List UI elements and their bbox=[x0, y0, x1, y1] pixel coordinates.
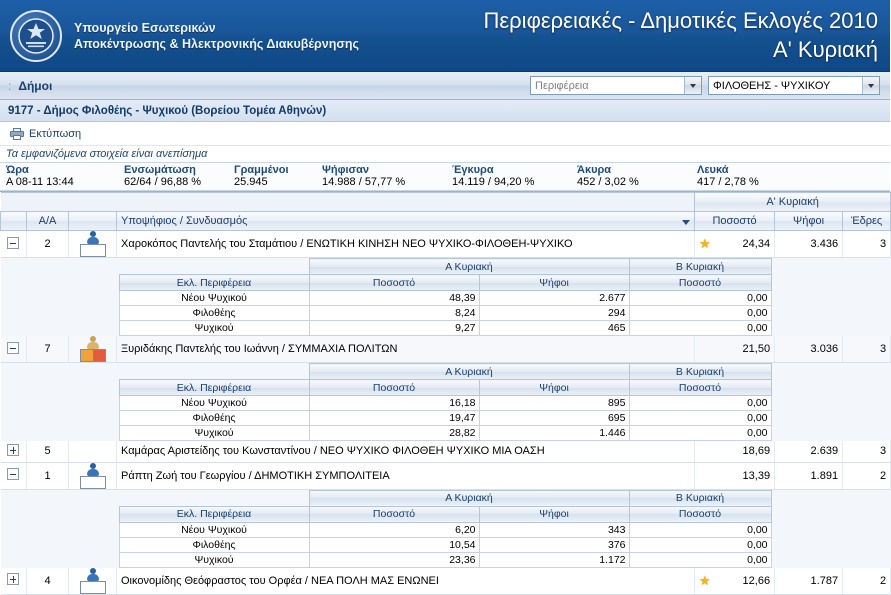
detail-psifoi-a: 895 bbox=[479, 396, 629, 411]
detail-pososto-a: 23,36 bbox=[309, 552, 479, 567]
detail-header-psifoi-a: Ψήφοι bbox=[479, 275, 629, 291]
expand-toggle[interactable] bbox=[7, 444, 19, 456]
ministry-line-2: Αποκέντρωσης & Ηλεκτρονικής Διακυβέρνησης bbox=[74, 36, 359, 52]
detail-header-sunday-b: Β Κυριακή bbox=[629, 490, 771, 506]
detail-header-row bbox=[119, 506, 771, 522]
detail-pososto-a: 28,82 bbox=[309, 426, 479, 441]
detail-header-sunday-a: Α Κυριακή bbox=[309, 490, 629, 506]
perifereia-select-value: Περιφέρεια bbox=[535, 80, 589, 92]
grid-header-aa[interactable]: Α/Α bbox=[27, 212, 69, 231]
detail-header-pososto-a: Ποσοστό bbox=[309, 506, 479, 522]
detail-pososto-b: 0,00 bbox=[629, 411, 771, 426]
detail-header-row bbox=[119, 275, 771, 291]
row-candidate-name: Ράπτη Ζωή του Γεωργίου / ΔΗΜΟΤΙΚΗ ΣΥΜΠΟΛΙΤΕΙΑ bbox=[117, 462, 695, 489]
detail-pososto-b: 0,00 bbox=[629, 321, 771, 336]
toolbar bbox=[0, 122, 890, 146]
summary-strip bbox=[0, 162, 890, 191]
row-icons bbox=[69, 441, 117, 462]
detail-table bbox=[119, 363, 772, 441]
person-icon bbox=[87, 231, 99, 244]
detail-perifereia: Νέου Ψυχικού bbox=[119, 522, 309, 537]
detail-data-row bbox=[119, 306, 771, 321]
detail-header-perifereia: Εκλ. Περιφέρεια bbox=[119, 380, 309, 396]
detail-psifoi-a: 1.172 bbox=[479, 552, 629, 567]
detail-psifoi-a: 1.446 bbox=[479, 426, 629, 441]
row-pososto: 18,69 bbox=[695, 441, 775, 462]
row-expander-cell[interactable] bbox=[1, 462, 27, 489]
row-candidate-name: Ξυριδάκης Παντελής του Ιωάννη / ΣΥΜΜΑΧΙΑ ΠΟΛΙΤΩΝ bbox=[117, 336, 695, 363]
summary-value-psifisan: 14.988 / 57,77 % bbox=[316, 176, 446, 188]
detail-psifoi-a: 695 bbox=[479, 411, 629, 426]
detail-pososto-a: 6,20 bbox=[309, 522, 479, 537]
detail-group-header bbox=[119, 364, 771, 380]
grid-header-icons bbox=[69, 212, 117, 231]
menu-group bbox=[8, 79, 52, 93]
collapse-toggle[interactable] bbox=[7, 468, 19, 480]
party-flag-icon bbox=[80, 244, 106, 257]
summary-value-grammenoi: 25.945 bbox=[228, 176, 316, 188]
detail-pososto-a: 8,24 bbox=[309, 306, 479, 321]
detail-group-header bbox=[119, 259, 771, 275]
row-candidate-name: Χαροκόπος Παντελής του Σταμάτιου / ΕΝΩΤΙΚΗ ΚΙΝΗΣΗ ΝΕΟ ΨΥΧΙΚΟ-ΦΙΛΟΘΕΗ-ΨΥΧΙΚΟ bbox=[117, 231, 695, 258]
menu-bar bbox=[0, 72, 890, 100]
app-header bbox=[0, 0, 890, 72]
row-aa: 4 bbox=[27, 568, 69, 595]
detail-perifereia: Φιλοθέης bbox=[119, 306, 309, 321]
results-table bbox=[0, 192, 891, 595]
menu-separator: : bbox=[8, 79, 11, 93]
grid-group-header-sunday-a: Α' Κυριακή bbox=[695, 193, 891, 212]
row-pososto: 21,50 bbox=[695, 336, 775, 363]
detail-perifereia: Ψυχικού bbox=[119, 552, 309, 567]
collapse-toggle[interactable] bbox=[7, 342, 19, 354]
row-candidate-name: Καμάρας Αριστείδης του Κωνσταντίνου / ΝΕΟ ΨΥΧΙΚΟ ΦΙΛΟΘΕΗ ΨΥΧΙΚΟ ΜΙΑ ΟΑΣΗ bbox=[117, 441, 695, 462]
row-candidate-name: Οικονομίδης Θεόφραστος του Ορφέα / ΝΕΑ ΠΟΛΗ ΜΑΣ ΕΝΩΝΕΙ bbox=[117, 568, 695, 595]
grid-header-expand bbox=[1, 212, 27, 231]
summary-header-row bbox=[0, 164, 890, 176]
region-title-text: 9177 - Δήμος Φιλοθέης - Ψυχικού (Βορείου Τομέα Αθηνών) bbox=[8, 105, 326, 117]
summary-value-row bbox=[0, 176, 890, 188]
summary-header-akyra: Άκυρα bbox=[571, 164, 691, 176]
detail-header-pososto-a: Ποσοστό bbox=[309, 275, 479, 291]
detail-perifereia: Φιλοθέης bbox=[119, 537, 309, 552]
summary-header-grammenoi: Γραμμένοι bbox=[228, 164, 316, 176]
row-edres: 3 bbox=[843, 441, 891, 462]
row-psifoi: 3.036 bbox=[775, 336, 843, 363]
detail-table bbox=[119, 258, 772, 336]
detail-pososto-b: 0,00 bbox=[629, 522, 771, 537]
row-icons bbox=[69, 568, 117, 595]
print-button[interactable]: Εκτύπωση bbox=[29, 128, 81, 140]
detail-pososto-b: 0,00 bbox=[629, 537, 771, 552]
detail-data-row bbox=[119, 396, 771, 411]
summary-header-ora: Ώρα bbox=[0, 164, 118, 176]
region-title-bar bbox=[0, 100, 890, 122]
detail-psifoi-a: 376 bbox=[479, 537, 629, 552]
summary-header-egkyra: Έγκυρα bbox=[446, 164, 571, 176]
page-title-line-2: Α' Κυριακή bbox=[483, 35, 878, 64]
detail-psifoi-a: 294 bbox=[479, 306, 629, 321]
party-flag-icon bbox=[80, 349, 106, 362]
row-pososto: 13,39 bbox=[695, 462, 775, 489]
detail-header-psifoi-a: Ψήφοι bbox=[479, 506, 629, 522]
grid-header-pososto[interactable]: Ποσοστό bbox=[695, 212, 775, 231]
row-expander-cell[interactable] bbox=[1, 441, 27, 462]
detail-pososto-b: 0,00 bbox=[629, 552, 771, 567]
row-pososto: 24,34 bbox=[695, 231, 775, 258]
detail-group-header bbox=[119, 490, 771, 506]
detail-header-perifereia: Εκλ. Περιφέρεια bbox=[119, 506, 309, 522]
detail-header-row bbox=[119, 380, 771, 396]
star-icon: ★ bbox=[699, 573, 711, 588]
collapse-toggle[interactable] bbox=[7, 237, 19, 249]
detail-data-row bbox=[119, 426, 771, 441]
dimos-select[interactable] bbox=[708, 76, 880, 95]
summary-header-lefka: Λευκά bbox=[691, 164, 890, 176]
detail-header-pososto-b: Ποσοστό bbox=[629, 275, 771, 291]
detail-psifoi-a: 2.677 bbox=[479, 291, 629, 306]
person-icon bbox=[87, 568, 99, 581]
detail-data-row bbox=[119, 552, 771, 567]
party-flag-icon bbox=[80, 476, 106, 489]
summary-value-egkyra: 14.119 / 94,20 % bbox=[446, 176, 571, 188]
row-aa: 1 bbox=[27, 462, 69, 489]
ministry-name bbox=[74, 20, 359, 52]
detail-pososto-b: 0,00 bbox=[629, 396, 771, 411]
summary-header-ensomatosi: Ενσωμάτωση bbox=[118, 164, 228, 176]
detail-row bbox=[1, 363, 891, 442]
detail-psifoi-a: 465 bbox=[479, 321, 629, 336]
menu-item-dimoi[interactable]: Δήμοι bbox=[18, 79, 52, 93]
printer-icon[interactable] bbox=[10, 128, 24, 140]
greek-republic-emblem-icon bbox=[10, 10, 62, 62]
detail-pososto-a: 19,47 bbox=[309, 411, 479, 426]
chevron-down-icon[interactable] bbox=[682, 220, 690, 225]
detail-header-sunday-b: Β Κυριακή bbox=[629, 364, 771, 380]
table-row[interactable] bbox=[1, 441, 891, 462]
expand-toggle[interactable] bbox=[7, 573, 19, 585]
detail-data-row bbox=[119, 321, 771, 336]
detail-pososto-a: 16,18 bbox=[309, 396, 479, 411]
row-psifoi: 1.891 bbox=[775, 462, 843, 489]
row-edres: 2 bbox=[843, 462, 891, 489]
results-grid[interactable] bbox=[0, 191, 890, 541]
detail-data-row bbox=[119, 537, 771, 552]
dimos-select-value: ΦΙΛΟΘΕΗΣ - ΨΥΧΙΚΟΥ bbox=[713, 80, 830, 92]
grid-header-candidate[interactable]: Υποψήφιος / Συνδυασμός bbox=[117, 212, 695, 231]
grid-group-header-spacer bbox=[1, 193, 695, 212]
detail-perifereia: Ψυχικού bbox=[119, 426, 309, 441]
table-row[interactable] bbox=[1, 462, 891, 489]
detail-data-row bbox=[119, 522, 771, 537]
unofficial-notice: Τα εμφανιζόμενα στοιχεία είναι ανεπίσημα bbox=[0, 146, 890, 162]
detail-header-perifereia: Εκλ. Περιφέρεια bbox=[119, 275, 309, 291]
summary-value-lefka: 417 / 2,78 % bbox=[691, 176, 890, 188]
person-icon bbox=[87, 463, 99, 476]
perifereia-select[interactable] bbox=[530, 76, 702, 95]
detail-data-row bbox=[119, 411, 771, 426]
detail-psifoi-a: 343 bbox=[479, 522, 629, 537]
row-expander-cell[interactable] bbox=[1, 231, 27, 258]
detail-perifereia: Φιλοθέης bbox=[119, 411, 309, 426]
row-icons bbox=[69, 231, 117, 258]
row-psifoi: 3.436 bbox=[775, 231, 843, 258]
detail-pososto-b: 0,00 bbox=[629, 426, 771, 441]
detail-data-row bbox=[119, 291, 771, 306]
grid-header-psifoi[interactable]: Ψήφοι bbox=[775, 212, 843, 231]
table-row[interactable] bbox=[1, 231, 891, 258]
row-icons bbox=[69, 336, 117, 363]
row-aa: 2 bbox=[27, 231, 69, 258]
row-aa: 7 bbox=[27, 336, 69, 363]
row-expander-cell[interactable] bbox=[1, 568, 27, 595]
summary-value-akyra: 452 / 3,02 % bbox=[571, 176, 691, 188]
row-aa: 5 bbox=[27, 441, 69, 462]
row-psifoi: 2.639 bbox=[775, 441, 843, 462]
detail-row bbox=[1, 489, 891, 568]
detail-pososto-b: 0,00 bbox=[629, 291, 771, 306]
grid-group-header-row bbox=[1, 193, 891, 212]
party-flag-icon bbox=[80, 581, 106, 594]
detail-pososto-a: 9,27 bbox=[309, 321, 479, 336]
detail-row bbox=[1, 258, 891, 337]
summary-value-ensomatosi: 62/64 / 96,88 % bbox=[118, 176, 228, 188]
row-icons bbox=[69, 462, 117, 489]
detail-header-sunday-a: Α Κυριακή bbox=[309, 259, 629, 275]
summary-value-ora: Α 08-11 13:44 bbox=[0, 176, 118, 188]
row-edres: 3 bbox=[843, 336, 891, 363]
detail-pososto-a: 48,39 bbox=[309, 291, 479, 306]
detail-header-psifoi-a: Ψήφοι bbox=[479, 380, 629, 396]
row-edres: 3 bbox=[843, 231, 891, 258]
table-row[interactable] bbox=[1, 336, 891, 363]
star-icon: ★ bbox=[699, 236, 711, 251]
ministry-line-1: Υπουργείο Εσωτερικών bbox=[74, 20, 359, 36]
person-icon bbox=[87, 336, 99, 349]
detail-perifereia: Ψυχικού bbox=[119, 321, 309, 336]
table-row[interactable] bbox=[1, 568, 891, 595]
detail-perifereia: Νέου Ψυχικού bbox=[119, 291, 309, 306]
page-title bbox=[483, 6, 878, 64]
detail-header-pososto-b: Ποσοστό bbox=[629, 506, 771, 522]
grid-header-edres[interactable]: Έδρες bbox=[843, 212, 891, 231]
detail-table bbox=[119, 490, 772, 568]
detail-pososto-a: 10,54 bbox=[309, 537, 479, 552]
detail-header-sunday-a: Α Κυριακή bbox=[309, 364, 629, 380]
detail-pososto-b: 0,00 bbox=[629, 306, 771, 321]
detail-header-pososto-b: Ποσοστό bbox=[629, 380, 771, 396]
summary-table bbox=[0, 164, 890, 188]
filters-group bbox=[530, 76, 884, 95]
detail-header-sunday-b: Β Κυριακή bbox=[629, 259, 771, 275]
page-title-line-1: Περιφερειακές - Δημοτικές Εκλογές 2010 bbox=[483, 6, 878, 35]
row-psifoi: 1.787 bbox=[775, 568, 843, 595]
chevron-down-icon[interactable] bbox=[684, 77, 701, 94]
row-edres: 2 bbox=[843, 568, 891, 595]
grid-header-row bbox=[1, 212, 891, 231]
row-expander-cell[interactable] bbox=[1, 336, 27, 363]
chevron-down-icon[interactable] bbox=[862, 77, 879, 94]
row-pososto: 12,66 bbox=[695, 568, 775, 595]
summary-header-psifisan: Ψήφισαν bbox=[316, 164, 446, 176]
detail-perifereia: Νέου Ψυχικού bbox=[119, 396, 309, 411]
detail-header-pososto-a: Ποσοστό bbox=[309, 380, 479, 396]
